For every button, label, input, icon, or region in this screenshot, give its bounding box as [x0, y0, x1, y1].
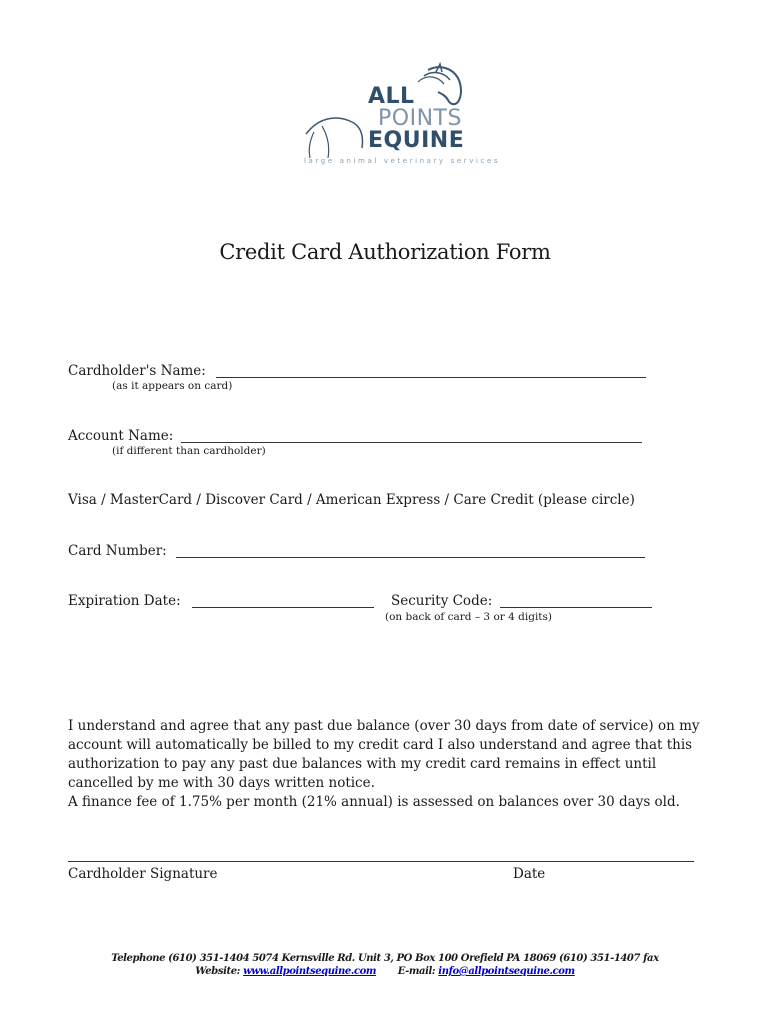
- security-code-label: Security Code:: [391, 593, 493, 609]
- cardholder-name-hint: (as it appears on card): [112, 380, 233, 392]
- email-label: E-mail:: [397, 966, 436, 977]
- expiration-date-label: Expiration Date:: [68, 593, 181, 609]
- cardholder-name-field[interactable]: [216, 377, 646, 378]
- email-link[interactable]: info@allpointsequine.com: [438, 966, 575, 977]
- footer-contact: Telephone (610) 351-1404 5074 Kernsville Rd. Unit 3, PO Box 100 Orefield PA 18069 (610) 351-1407 fax: [111, 953, 659, 964]
- card-types-text: Visa / MasterCard / Discover Card / American Express / Care Credit (please circle): [68, 492, 635, 508]
- security-code-hint: (on back of card – 3 or 4 digits): [385, 611, 553, 623]
- logo-line-points: POINTS: [378, 106, 462, 131]
- logo-line-all: ALL: [368, 84, 415, 109]
- cardholder-signature-label: Cardholder Signature: [68, 866, 218, 882]
- date-label: Date: [513, 866, 546, 882]
- signature-line[interactable]: [68, 861, 694, 862]
- card-number-field[interactable]: [176, 557, 645, 558]
- account-name-hint: (if different than cardholder): [112, 445, 266, 457]
- security-code-field[interactable]: [500, 607, 652, 608]
- logo-line-equine: EQUINE: [368, 128, 465, 153]
- form-title: Credit Card Authorization Form: [219, 240, 551, 264]
- website-link[interactable]: www.allpointsequine.com: [243, 966, 377, 977]
- logo-tagline: large animal veterinary services: [304, 157, 501, 165]
- account-name-label: Account Name:: [68, 428, 174, 444]
- finance-fee-text: A finance fee of 1.75% per month (21% annual) is assessed on balances over 30 days old.: [68, 794, 680, 810]
- expiration-date-field[interactable]: [192, 607, 374, 608]
- account-name-field[interactable]: [181, 442, 642, 443]
- card-number-label: Card Number:: [68, 543, 167, 559]
- website-label: Website:: [195, 966, 240, 977]
- agreement-text: [68, 717, 708, 812]
- cardholder-name-label: Cardholder's Name:: [68, 363, 206, 379]
- footer-web-email: [0, 966, 770, 977]
- agreement-paragraph: I understand and agree that any past due balance (over 30 days from date of service) on my account will automatically be billed to my credit card I also understand and agree that this authorization to pay any past due balances with my credit card remains in effect until cancelled by me with 30 days written notice.: [68, 718, 700, 791]
